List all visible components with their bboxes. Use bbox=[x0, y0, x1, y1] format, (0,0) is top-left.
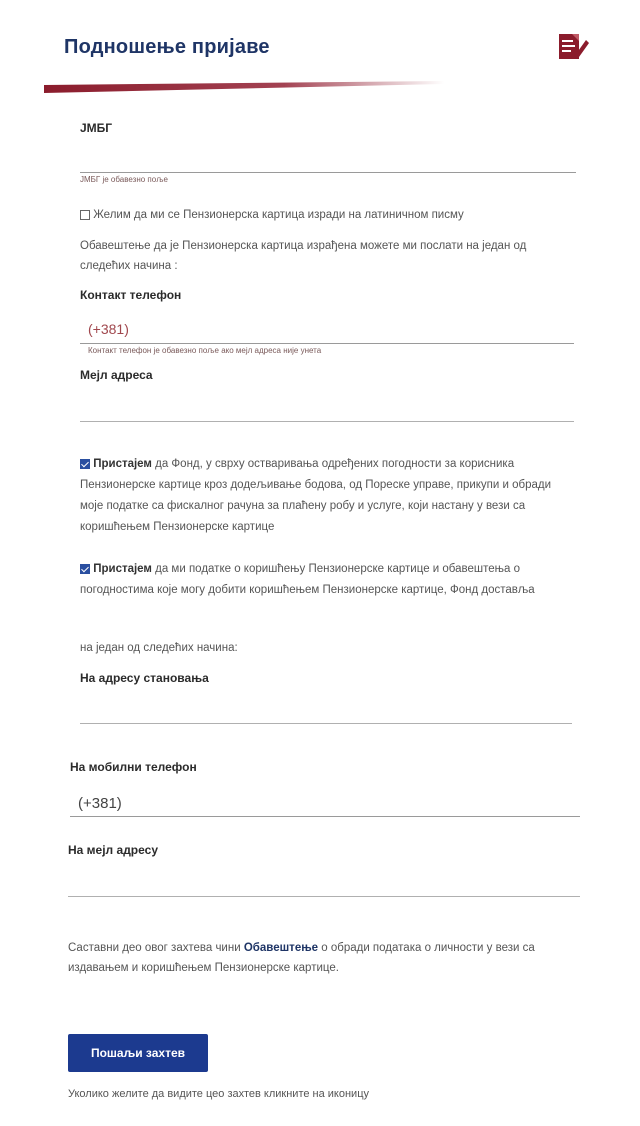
jmbg-label: ЈМБГ bbox=[80, 121, 113, 135]
document-edit-icon[interactable] bbox=[556, 30, 590, 64]
email-delivery-input[interactable] bbox=[68, 896, 580, 897]
email-label: Мејл адреса bbox=[80, 368, 153, 382]
consent-fiscal-checkbox[interactable] bbox=[80, 459, 90, 469]
consent-fiscal-text: да Фонд, у сврху остваривања одређених погодности за корисника Пензионерске картице кроз додељивање бодова, од Пореске управе, прикупи и обради моје податке са фискалног рачуна за плаћену робу и услуге, који настану у вези са коришћењем Пензионерске картице bbox=[80, 458, 552, 533]
home-address-input[interactable] bbox=[80, 723, 572, 724]
mobile-phone-input[interactable] bbox=[70, 816, 580, 817]
consent-notifications-checkbox[interactable] bbox=[80, 564, 90, 574]
latin-script-label: Желим да ми се Пензионерска картица изради на латиничном писму bbox=[93, 209, 464, 221]
contact-phone-input[interactable] bbox=[80, 343, 574, 344]
consent-fiscal[interactable] bbox=[80, 454, 560, 538]
email-delivery-label: На мејл адресу bbox=[68, 843, 158, 857]
contact-phone-label: Контакт телефон bbox=[80, 288, 182, 302]
consent-fiscal-bold: Пристајем bbox=[93, 458, 152, 470]
contact-phone-hint: Контакт телефон је обавезно поље ако мејл адреса није унета bbox=[88, 346, 322, 355]
header-banner bbox=[44, 80, 444, 92]
consent-notifications-bold: Пристајем bbox=[93, 563, 152, 575]
latin-script-checkbox[interactable] bbox=[80, 210, 90, 220]
home-address-label: На адресу становања bbox=[80, 671, 209, 685]
mobile-phone-prefix: (+381) bbox=[78, 795, 122, 812]
consent-notifications-text: да ми податке о коришћењу Пензионерске картице и обавештења о погодностима које могу добити коришћењем Пензионерске картице, Фонд доставља bbox=[80, 563, 535, 596]
email-input[interactable] bbox=[80, 421, 574, 422]
jmbg-input[interactable] bbox=[80, 172, 576, 173]
delivery-intro: на један од следећих начина: bbox=[80, 642, 238, 654]
privacy-notice-link[interactable]: Обавештење bbox=[243, 942, 319, 954]
latin-script-option[interactable] bbox=[80, 205, 570, 225]
contact-phone-prefix: (+381) bbox=[88, 321, 129, 337]
consent-notifications[interactable] bbox=[80, 559, 560, 601]
mobile-phone-label: На мобилни телефон bbox=[70, 760, 197, 774]
privacy-note-before: Саставни део овог захтева чини bbox=[68, 942, 244, 954]
notify-intro: Обавештење да је Пензионерска картица израђена можете ми послати на један од следећих начина : bbox=[80, 240, 527, 272]
jmbg-hint: ЈМБГ је обавезно поље bbox=[80, 175, 168, 184]
privacy-note bbox=[68, 938, 588, 978]
page-title: Подношење пријаве bbox=[64, 36, 270, 58]
privacy-note-after: о обради података о личности у вези са издавањем и коришћењем Пензионерске картице. bbox=[68, 942, 535, 974]
submit-request-button[interactable]: Пошаљи захтев bbox=[68, 1034, 208, 1072]
bottom-note: Уколико желите да видите цео захтев кликните на иконицу bbox=[68, 1088, 369, 1100]
